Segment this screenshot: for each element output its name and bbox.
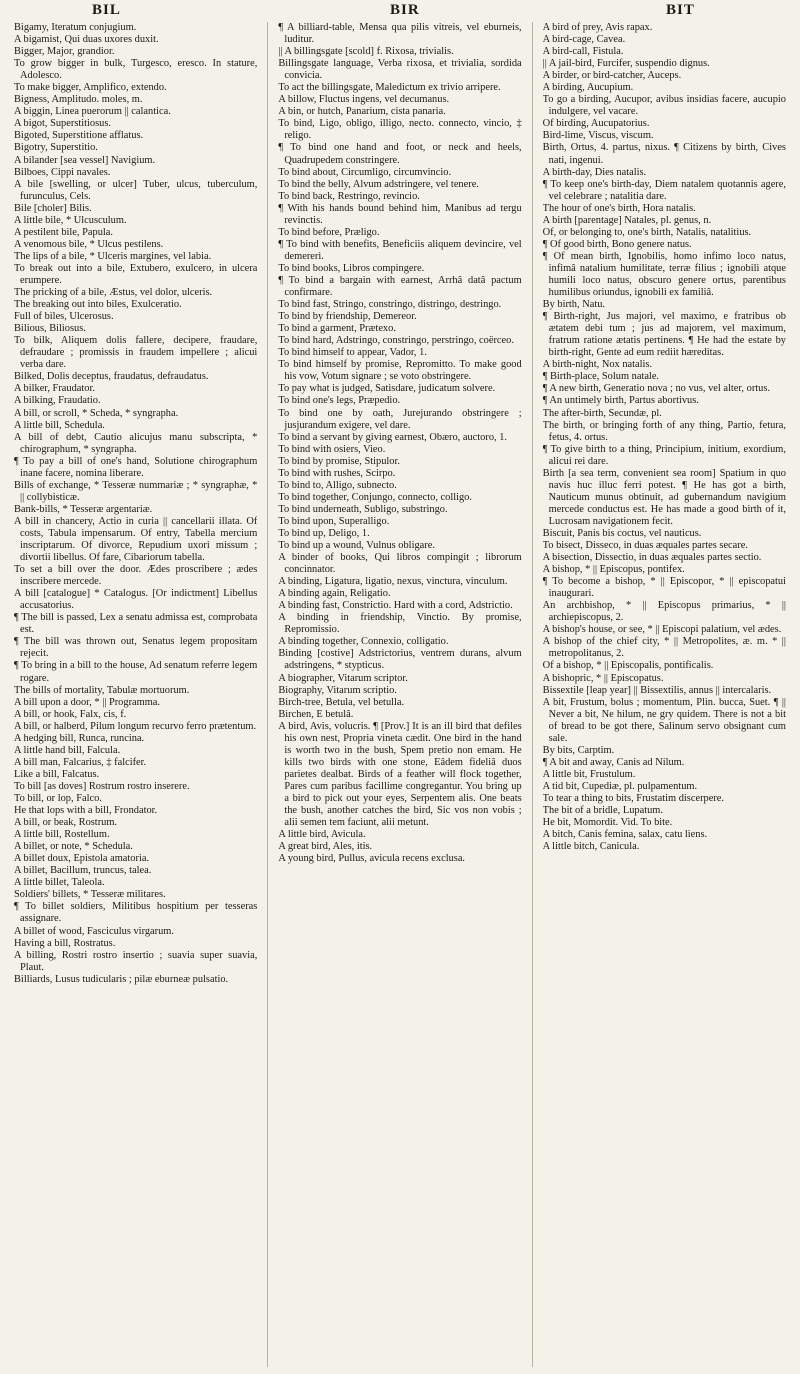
dictionary-entry: To bind one's legs, Præpedio. [278,395,401,407]
column-middle [278,22,521,1367]
dictionary-entry: To bind up a wound, Vulnus obligare. [278,540,435,552]
dictionary-entry: To pay what is judged, Satisdare, judicatum solvere. [278,383,496,395]
dictionary-entry: A birth [parentage] Natales, pl. genus, n. [542,214,712,226]
dictionary-entry: A bilker, Fraudator. [14,383,95,395]
column-right [543,22,786,1367]
dictionary-entry: Soldiers' billets, * Tesseræ militares. [14,889,166,901]
dictionary-entry: The hour of one's birth, Hora natalis. [542,202,696,214]
dictionary-entry: A little bird, Avicula. [278,829,366,841]
dictionary-entry: To bind himself by promise, Repromitto. To make good his vow, Votum signare ; se voto obstringere. [278,359,522,383]
dictionary-entry: A little billet, Taleola. [14,877,105,889]
dictionary-entry: A binder of books, Qui libros compingit ; librorum concinnator. [278,552,522,576]
dictionary-entry: ¶ To bring in a bill to the house, Ad senatum referre legem rogare. [14,660,258,684]
dictionary-entry: Full of biles, Ulcerosus. [14,311,114,323]
dictionary-entry: A bill, or halberd, Pilum longum recurvo ferro prætentum. [14,720,257,732]
dictionary-columns [14,22,786,1367]
dictionary-entry: Bilious, Biliosus. [14,323,86,335]
dictionary-entry: Biography, Vitarum scriptio. [278,684,397,696]
dictionary-entry: Bigoted, Superstitione afflatus. [14,130,144,142]
dictionary-entry: ¶ To become a bishop, * || Episcopor, * || episcopatui inaugurari. [542,576,786,600]
dictionary-entry: To bind a servant by giving earnest, Obæro, auctoro, 1. [278,431,508,443]
dictionary-entry: The lips of a bile, * Ulceris margines, vel labia. [14,250,212,262]
dictionary-entry: A bill, or beak, Rostrum. [14,817,118,829]
dictionary-entry: A binding again, Religatio. [278,588,391,600]
dictionary-entry: To bind by promise, Stipulor. [278,455,400,467]
dictionary-entry: The after-birth, Secundæ, pl. [542,407,662,419]
column-divider [532,22,533,1367]
dictionary-entry: Of, or belonging to, one's birth, Natalis, natalitius. [542,226,752,238]
dictionary-entry: Of a bishop, * || Episcopalis, pontificalis. [542,660,714,672]
dictionary-entry: Bile [choler] Bilis. [14,202,92,214]
dictionary-entry: A bill in chancery, Actio in curia || cancellarii illata. Of costs, Tabula impensarum. Of entry, Tabella mercium inscriptarum. Of divorce, Repudium uxori missum ; divortii libellus. Of fare, Cibariorum tabella. [14,515,258,564]
running-header [14,0,786,22]
dictionary-entry: By bits, Carptim. [542,744,615,756]
dictionary-entry: To bind about, Circumligo, circumvincio. [278,166,452,178]
dictionary-entry: By birth, Natu. [542,299,605,311]
dictionary-entry: A hedging bill, Runca, runcina. [14,732,145,744]
column-left [14,22,257,1367]
dictionary-entry: A tid bit, Cupediæ, pl. pulpamentum. [542,780,698,792]
dictionary-entry: ¶ Birth-place, Solum natale. [542,371,660,383]
dictionary-entry: ¶ A bit and away, Canis ad Nilum. [542,756,685,768]
dictionary-entry: To bill [as doves] Rostrum rostro inserere. [14,780,190,792]
dictionary-entry: A birth-night, Nox natalis. [542,359,653,371]
dictionary-entry: A bigot, Superstitiosus. [14,118,111,130]
dictionary-entry: A billet, or note, * Schedula. [14,841,133,853]
dictionary-entry: ¶ The bill is passed, Lex a senatu admissa est, comprobata est. [14,612,258,636]
dictionary-entry: To bind himself to appear, Vador, 1. [278,347,427,359]
dictionary-entry: To bind underneath, Subligo, substringo. [278,503,448,515]
dictionary-entry: To break out into a bile, Extubero, exulcero, in ulcera erumpere. [14,262,258,286]
dictionary-entry: To go a birding, Aucupor, avibus insidias facere, aucupio indulgere, vel vacare. [542,94,786,118]
dictionary-entry: A young bird, Pullus, avicula recens exclusa. [278,853,466,865]
dictionary-entry: To bind a garment, Prætexo. [278,323,396,335]
dictionary-entry: Biscuit, Panis bis coctus, vel nauticus. [542,527,702,539]
dictionary-entry: A billet of wood, Fasciculus virgarum. [14,925,174,937]
dictionary-entry: A bit, Frustum, bolus ; momentum, Plin. bucca, Suet. ¶ || Never a bit, Ne hilum, ne gry quidem. There is not a bit of bread to be got there, Salinum servo obsignant cum sale. [542,696,786,744]
dictionary-entry: ¶ To give birth to a thing, Principium, initium, exordium, alicui rei dare. [542,443,786,467]
dictionary-entry: Birch-tree, Betula, vel betulla. [278,696,405,708]
dictionary-entry: To grow bigger in bulk, Turgesco, eresco. In stature, Adolesco. [14,58,258,82]
dictionary-entry: A billet doux, Epistola amatoria. [14,853,150,865]
dictionary-entry: ¶ Birth-right, Jus majori, vel maximo, e fratribus ob ætatem debi tum ; jus ad majorem, vel maximum, fratrum ratione ætatis pertinens. ¶ He had the estate by birth-right, Gente ad eum rediit hæreditas. [542,311,786,359]
dictionary-entry: A little hand bill, Falcula. [14,744,121,756]
dictionary-entry: A birth-day, Dies natalis. [542,166,647,178]
dictionary-entry: A bishop, * || Episcopus, pontifex. [542,564,685,576]
dictionary-entry: A bitch, Canis femina, salax, catu liens. [542,829,708,841]
dictionary-entry: Bank-bills, * Tesseræ argentariæ. [14,503,153,515]
dictionary-entry: The bit of a bridle, Lupatum. [542,805,663,817]
dictionary-entry: A biographer, Vitarum scriptor. [278,672,408,684]
dictionary-entry: Bilked, Dolis deceptus, fraudatus, defraudatus. [14,371,209,383]
dictionary-entry: ¶ To keep one's birth-day, Diem natalem quotannis agere, vel celebrare ; natalitia dare. [542,178,786,202]
dictionary-entry: To bind one by oath, Jurejurando obstringere ; jusjurandum exigere, vel dare. [278,407,522,431]
dictionary-entry: A little bile, * Ulcusculum. [14,214,127,226]
dictionary-entry: ¶ A billiard-table, Mensa qua pilis vitreis, vel eburneis, luditur. [278,22,522,46]
dictionary-entry: A bin, or hutch, Panarium, cista panaria. [278,106,446,118]
dictionary-entry: A bill man, Falcarius, ‡ falcifer. [14,756,147,768]
dictionary-entry: A biggin, Linea puerorum || calantica. [14,106,171,118]
column-divider [267,22,268,1367]
dictionary-entry: To make bigger, Amplifico, extendo. [14,82,167,94]
dictionary-entry: Bigness, Amplitudo. moles, m. [14,94,143,106]
dictionary-entry: Bigamy, Iteratum conjugium. [14,22,137,33]
dictionary-entry: The birth, or bringing forth of any thing, Partio, fetura, fetus, 4. ortus. [542,419,786,443]
dictionary-entry: ¶ With his hands bound behind him, Manibus ad tergu revinctis. [278,202,522,226]
dictionary-entry: Having a bill, Rostratus. [14,937,116,949]
dictionary-entry: A billet, Bacillum, truncus, talea. [14,865,152,877]
dictionary-entry: To bind the belly, Alvum adstringere, vel tenere. [278,178,479,190]
dictionary-entry: He that lops with a bill, Frondator. [14,805,158,817]
dictionary-entry: Bigotry, Superstitio. [14,142,98,154]
dictionary-entry: To bind up, Deligo, 1. [278,527,370,539]
dictionary-entry: A bill [catalogue] * Catalogus. [Or indictment] Libellus accusatorius. [14,588,258,612]
dictionary-entry: Binding [costive] Adstrictorius, ventrem durans, alvum adstringens, * stypticus. [278,648,522,672]
dictionary-entry: ¶ To bind a bargain with earnest, Arrhâ datâ pactum confirmare. [278,274,522,299]
dictionary-entry: To bind to, Alligo, subnecto. [278,479,397,491]
dictionary-entry: Birchen, E betulâ. [278,708,354,720]
dictionary-entry: To bind by friendship, Demereor. [278,311,417,323]
dictionary-entry: ¶ To pay a bill of one's hand, Solutione chirographum inane facere, nomina liberare. [14,455,258,479]
dictionary-entry: A pestilent bile, Papula. [14,226,113,238]
dictionary-entry: Bird-lime, Viscus, viscum. [542,130,654,142]
dictionary-entry: To bisect, Disseco, in duas æquales partes secare. [542,540,748,552]
dictionary-entry: Birth [a sea term, convenient sea room] Spatium in quo navis huc illuc ferri potest. ¶ He has got a birth, Nauticum munus obtinuit, ad gubernandum navigium mercede conductus est. He has made a good birth of it, Lucrosam navigationem fecit. [542,467,786,527]
dictionary-entry: A binding, Ligatura, ligatio, nexus, vinctura, vinculum. [278,576,508,588]
dictionary-entry: Billingsgate language, Verba rixosa, et trivialia, sordida convicia. [278,58,522,82]
dictionary-entry: A billing, Rostri rostro insertio ; suavia super suavia, Plaut. [14,949,258,973]
dictionary-entry: To bind before, Præligo. [278,226,380,238]
dictionary-entry: Bilboes, Cippi navales. [14,166,111,178]
dictionary-entry: ¶ To bind one hand and foot, or neck and heels, Quadrupedem constringere. [278,142,522,166]
dictionary-entry: To bind together, Conjungo, connecto, colligo. [278,491,472,503]
dictionary-entry: A bigamist, Qui duas uxores duxit. [14,34,159,46]
header-middle-guideword: BIR [390,2,420,18]
dictionary-entry: A little bill, Rostellum. [14,829,110,841]
dictionary-entry: A bile [swelling, or ulcer] Tuber, ulcus, tuberculum, furunculus, Cels. [14,178,258,202]
dictionary-entry: ¶ To billet soldiers, Militibus hospitium per tesseras assignare. [14,901,258,925]
dictionary-entry: To bind with rushes, Scirpo. [278,467,396,479]
dictionary-entry: A venomous bile, * Ulcus pestilens. [14,238,164,250]
dictionary-entry: A billow, Fluctus ingens, vel decumanus. [278,94,450,106]
dictionary-entry: A binding together, Connexio, colligatio. [278,636,449,648]
dictionary-entry: An archbishop, * || Episcopus primarius, * || archiepiscopus, 2. [542,600,786,624]
dictionary-entry: ¶ Of mean birth, Ignobilis, homo infimo loco natus, infimâ natalium humilitate, terræ filius ; ignobili atque humili loco natus, obscuro genere ortus, parentibus humilibus oriundus, ignobili ex familiâ. [542,250,786,299]
dictionary-entry: ¶ To bind with benefits, Beneficiis aliquem devincire, vel demereri. [278,238,522,262]
dictionary-entry: Of birding, Aucupatorius. [542,118,650,130]
dictionary-entry: A birding, Aucupium. [542,82,634,94]
dictionary-entry: A little bit, Frustulum. [542,768,636,780]
dictionary-entry: The bills of mortality, Tabulæ mortuorum. [14,684,190,696]
dictionary-entry: To bind, Ligo, obligo, illigo, necto. connecto, vincio, ‡ religo. [278,118,522,142]
dictionary-entry: A bill of debt, Cautio alicujus manu subscripta, * chirographum, * syngrapha. [14,431,258,455]
dictionary-entry: To bind with osiers, Vieo. [278,443,386,455]
dictionary-entry: A bill, or scroll, * Scheda, * syngrapha. [14,407,179,419]
dictionary-entry: ¶ The bill was thrown out, Senatus legem propositam rejecit. [14,636,258,660]
dictionary-entry: Bigger, Major, grandior. [14,46,115,58]
header-left-guideword: BIL [92,2,121,18]
dictionary-entry: || A jail-bird, Furcifer, suspendio dignus. [542,58,710,70]
dictionary-entry: ¶ An untimely birth, Partus abortivus. [542,395,699,407]
dictionary-entry: Billiards, Lusus tudicularis ; pilæ eburneæ pulsatio. [14,973,229,985]
dictionary-entry: To bind fast, Stringo, constringo, distringo, destringo. [278,299,502,311]
dictionary-entry: A bird-cage, Cavea. [542,34,626,46]
dictionary-entry: Bills of exchange, * Tesseræ nummariæ ; * syngraphæ, * || collybisticæ. [14,479,258,503]
dictionary-entry: A bird, Avis, volucris. ¶ [Prov.] It is an ill bird that defiles his own nest, Propria vineta cædit. One bird in the hand is worth two in the bush, Spem pretio non emam. He kills two birds with one stone, Eâdem fideliâ duos parietes dealbat. Birds of a feather will flock together, Pares cum paribus facillime congregantur. You bring up a bird to pick out your eyes, Serpentem alis. One beats the bush, another catches the bird, Sic vos non vobis ; alii semen tem faciunt, alii metunt. [278,720,522,829]
dictionary-entry: To bind hard, Adstringo, constringo, perstringo, coërceo. [278,335,514,347]
header-right-guideword: BIT [666,2,695,18]
dictionary-entry: To set a bill over the door. Ædes proscribere ; ædes inscribere mercede. [14,564,258,588]
dictionary-entry: ¶ Of good birth, Bono genere natus. [542,238,692,250]
dictionary-entry: A bird of prey, Avis rapax. [542,22,653,33]
dictionary-entry: A birder, or bird-catcher, Auceps. [542,70,682,82]
dictionary-entry: To bind books, Libros compingere. [278,262,425,274]
dictionary-entry: The breaking out into biles, Exulceratio. [14,299,182,311]
dictionary-entry: A little bill, Schedula. [14,419,105,431]
dictionary-entry: Birth, Ortus, 4. partus, nixus. ¶ Citizens by birth, Cives nati, ingenui. [542,142,786,166]
dictionary-entry: To act the billingsgate, Maledictum ex trivio arripere. [278,82,501,94]
dictionary-entry: A bisection, Dissectio, in duas æquales partes sectio. [542,552,762,564]
dictionary-entry: A binding in friendship, Vinctio. By promise, Repromissio. [278,612,522,636]
dictionary-entry: To bind upon, Superalligo. [278,515,390,527]
dictionary-entry: A little bitch, Canicula. [542,841,640,853]
dictionary-entry: To bill, or lop, Falco. [14,793,102,804]
dictionary-entry: A bilander [sea vessel] Navigium. [14,154,156,166]
dictionary-entry: A binding fast, Constrictio. Hard with a cord, Adstrictio. [278,600,513,612]
dictionary-entry: A bird-call, Fistula. [542,46,624,58]
dictionary-entry: Like a bill, Falcatus. [14,768,100,780]
dictionary-entry: A bill upon a door, * || Programma. [14,696,161,708]
dictionary-entry: A great bird, Ales, itis. [278,841,373,853]
dictionary-entry: To bind back, Restringo, revincio. [278,190,420,202]
dictionary-entry: Bissextile [leap year] || Bissextilis, annus || intercalaris. [542,684,772,696]
dictionary-entry: || A billingsgate [scold] f. Rixosa, trivialis. [278,46,454,58]
dictionary-entry: He bit, Momordit. Vid. To bite. [542,817,673,829]
dictionary-entry: To bilk, Aliquem dolis fallere, decipere, fraudare, defraudare ; promissis in fraudem impellere ; alicui verba dare. [14,335,258,371]
dictionary-entry: The pricking of a bile, Æstus, vel dolor, ulceris. [14,287,213,299]
dictionary-entry: A bishop of the chief city, * || Metropolites, æ. m. * || metropolitanus, 2. [542,636,786,660]
dictionary-entry: A bill, or hook, Falx, cis, f. [14,708,127,720]
dictionary-entry: To tear a thing to bits, Frustatim discerpere. [542,793,725,804]
dictionary-entry: ¶ A new birth, Generatio nova ; no vus, vel alter, ortus. [542,383,771,395]
dictionary-entry: A bishop's house, or see, * || Episcopi palatium, vel ædes. [542,624,782,636]
dictionary-entry: A bilking, Fraudatio. [14,395,101,407]
dictionary-entry: A bishopric, * || Episcopatus. [542,672,664,684]
